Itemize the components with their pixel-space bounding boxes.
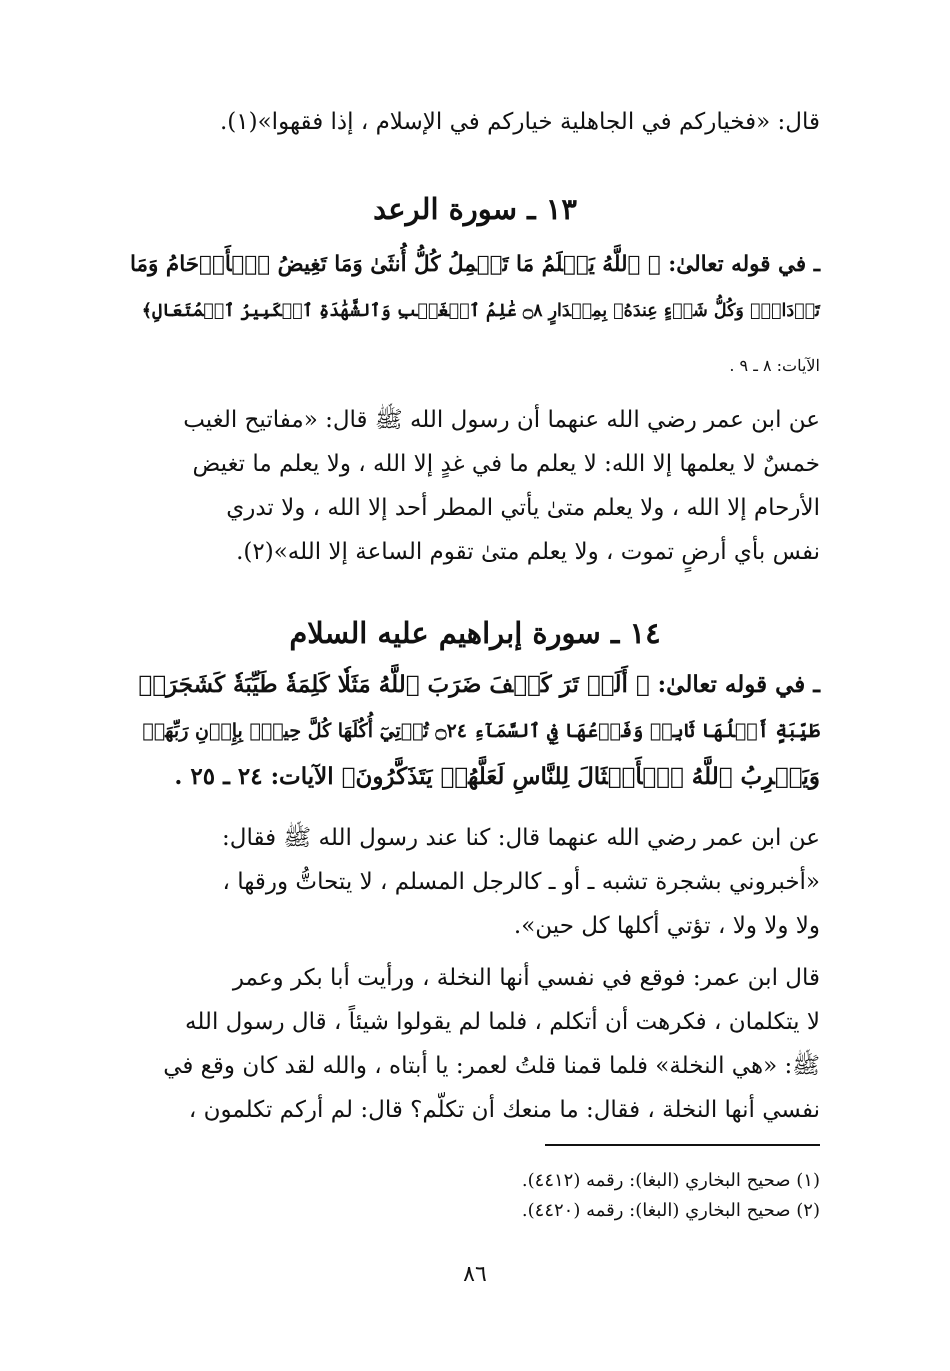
hadith-line: قال ابن عمر: فوقع في نفسي أنها النخلة ، ورأيت أبا بكر وعمر — [232, 965, 820, 991]
section-13-ayat-ref: الآيات: ٨ ـ ٩ . — [729, 356, 820, 375]
hadith-line: الأرحام إلا الله ، ولا يعلم متىٰ يأتي المطر أحد إلا الله ، ولا تدري — [226, 495, 820, 521]
hadith-line: عن ابن عمر رضي الله عنهما قال: كنا عند رسول الله ﷺ فقال: — [222, 825, 820, 851]
hadith-line: ولا ولا ولا ، تؤتي أكلها كل حين». — [513, 913, 820, 939]
verse-line: وَيَضۡرِبُ ٱللَّهُ ٱلۡأَمۡثَالَ لِلنَّاسِ لَعَلَّهُمۡ يَتَذَكَّرُونَ﴾ الآيات: ٢٤ ـ ٢٥ . — [174, 763, 820, 790]
section-14-hadith-1 — [130, 816, 820, 948]
section-14-verse — [130, 662, 820, 800]
verse-line: ـ في قوله تعالىٰ: ﴿ ٱللَّهُ يَعۡلَمُ مَا تَحۡمِلُ كُلُّ أُنثَىٰ وَمَا تَغِيضُ ٱلۡأَرۡحَامُ وَمَا — [129, 252, 820, 277]
hadith-line: ﷺ: «هي النخلة» فلما قمنا قلتُ لعمر: يا أبتاه ، والله لقد كان وقع في — [163, 1053, 820, 1079]
section-14-hadith-2 — [130, 956, 820, 1132]
hadith-line: لا يتكلمان ، فكرهت أن أتكلم ، فلما لم يقولوا شيئاً ، قال رسول الله — [184, 1009, 820, 1035]
footnote-2: (٢) صحيح البخاري (البغا): رقمه (٤٤٢٠). — [521, 1200, 820, 1221]
hadith-line: عن ابن عمر رضي الله عنهما أن رسول الله ﷺ قال: «مفاتيح الغيب — [183, 407, 820, 433]
section-14-heading: ١٤ ـ سورة إبراهيم عليه السلام — [289, 616, 661, 650]
section-13-heading: ١٣ ـ سورة الرعد — [373, 192, 577, 226]
footnotes — [130, 1166, 820, 1226]
hadith-line: نفسي أنها النخلة ، فقال: ما منعك أن تكلّم؟ قال: لم أركم تكلمون ، — [188, 1097, 820, 1123]
intro-line: قال: «فخياركم في الجاهلية خياركم في الإسلام ، إذا فقهوا»(١). — [219, 109, 820, 135]
hadith-line: خمسٌ لا يعلمها إلا الله: لا يعلم ما في غدٍ إلا الله ، ولا يعلم ما تغيض — [192, 451, 820, 477]
page-number: ٨٦ — [463, 1262, 487, 1287]
footnote-divider — [545, 1144, 820, 1146]
hadith-line: «أخبروني بشجرة تشبه ـ أو ـ كالرجل المسلم ، لا يتحاتُّ ورقها ، — [222, 869, 820, 895]
section-13-hadith — [130, 398, 820, 574]
verse-line: ـ في قوله تعالىٰ: ﴿ أَلَمۡ تَرَ كَيۡفَ ضَرَبَ ٱللَّهُ مَثَلٗا كَلِمَةٗ طَيِّبَةٗ كَشَجَرَةٖ — [138, 671, 820, 698]
intro-text — [130, 100, 820, 144]
verse-line: طَيِّبَةٍ أَصۡلُهَا ثَابِتٞ وَفَرۡعُهَا فِي ٱلسَّمَآءِ ۝٢٤ تُؤۡتِيٓ أُكُلَهَا كُلَّ حِينِۢ بِإِذۡنِ رَبِّهَاۗ — [142, 720, 820, 742]
verse-line: تَزۡدَادُۚ وَكُلُّ شَيۡءٍ عِندَهُۥ بِمِقۡدَارٍ ۝٨ عَٰلِمُ ٱلۡغَيۡبِ وَٱلشَّهَٰدَةِ ٱلۡكَبِيرُ ٱلۡمُتَعَالِ﴾ — [141, 301, 820, 321]
hadith-line: نفس بأي أرضٍ تموت ، ولا يعلم متىٰ تقوم الساعة إلا الله»(٢). — [236, 539, 820, 565]
footnote-1: (١) صحيح البخاري (البغا): رقمه (٤٤١٢). — [521, 1170, 820, 1191]
section-13-verse — [130, 242, 820, 334]
